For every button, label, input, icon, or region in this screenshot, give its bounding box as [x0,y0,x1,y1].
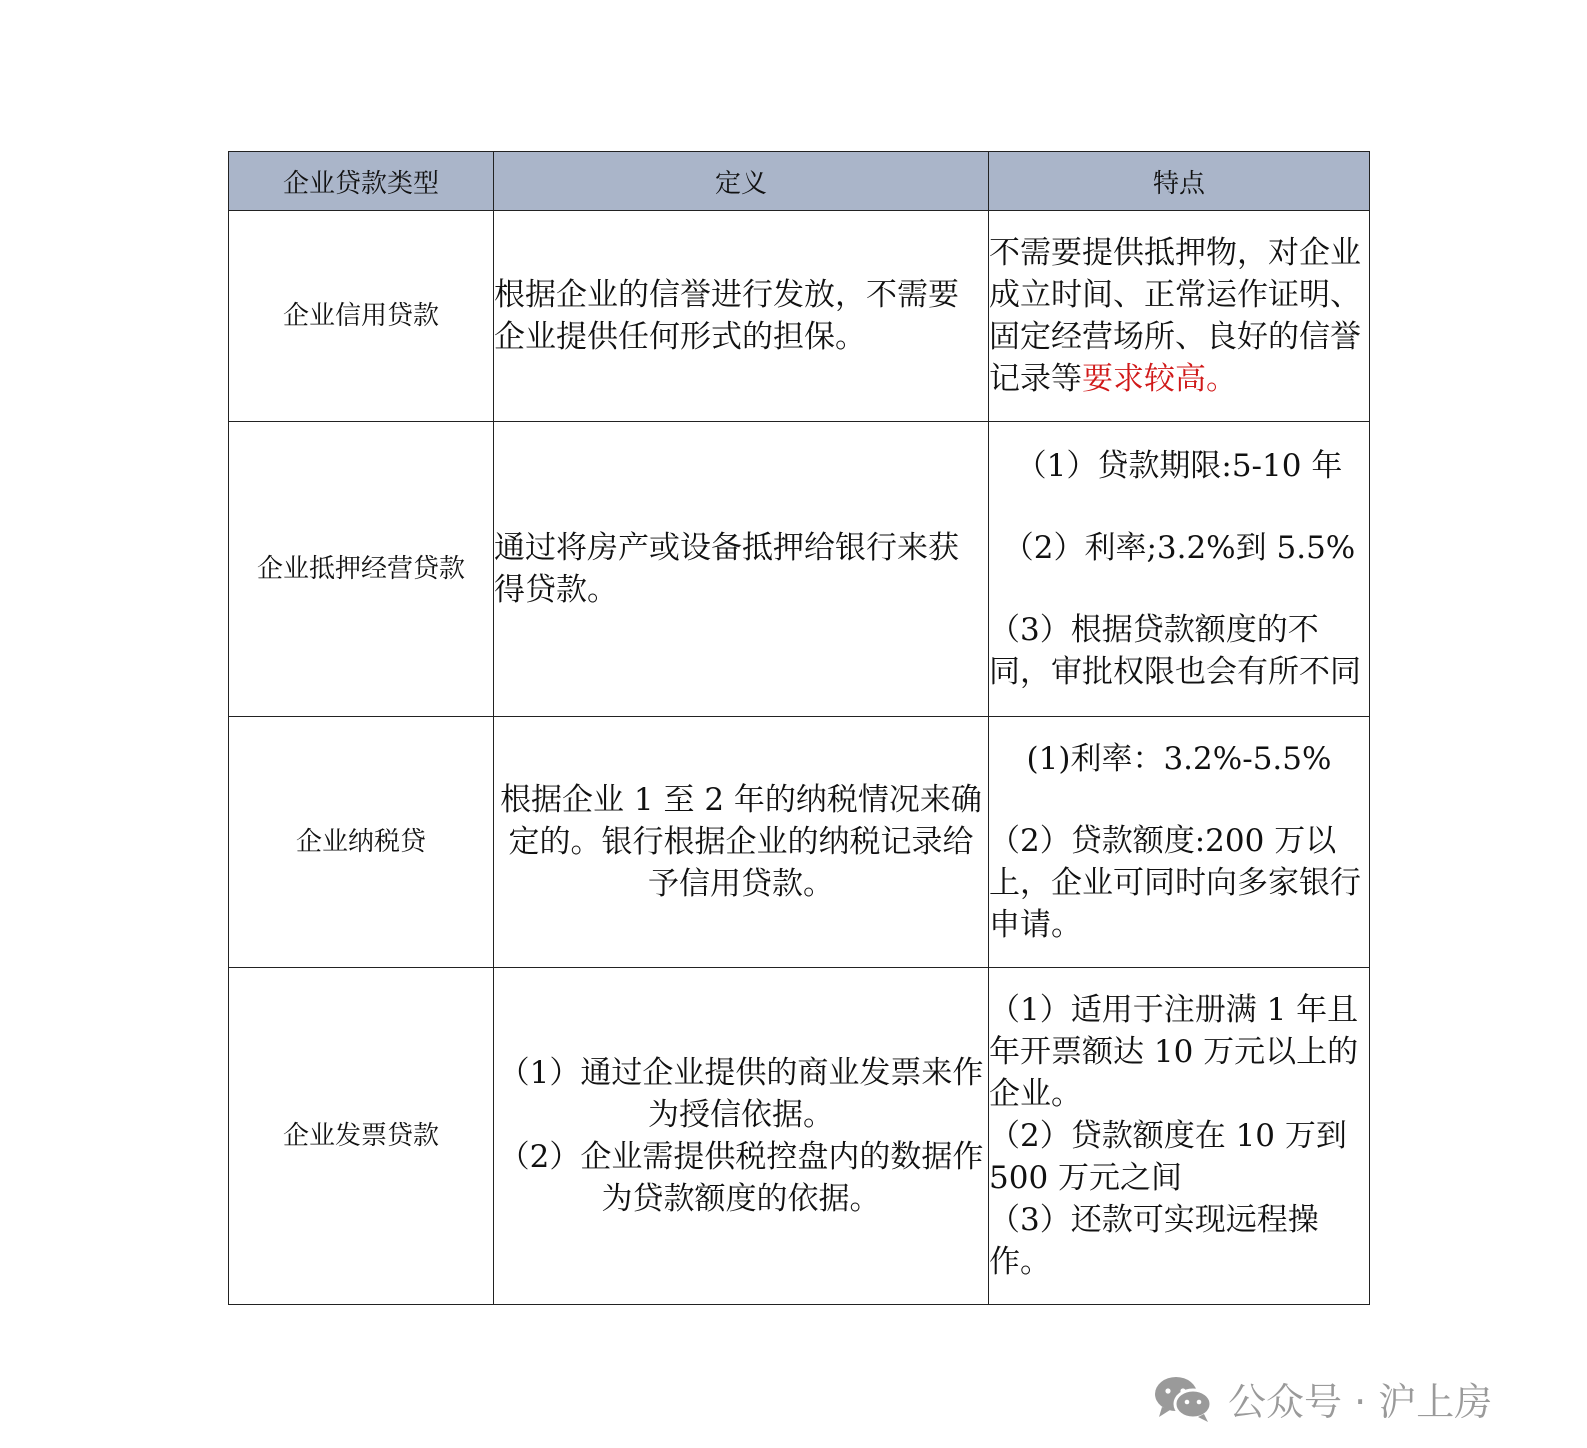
features-cell [989,211,1370,422]
feature-item: （3）还款可实现远程操作。 [989,1202,1319,1280]
wechat-icon [1152,1373,1214,1423]
feature-item: (1)利率：3.2%-5.5% [1026,741,1332,777]
features-cell [989,422,1370,717]
definition-text: 根据企业 1 至 2 年的纳税情况来确定的。银行根据企业的纳税记录给予信用贷款。 [500,782,982,902]
features-cell [989,717,1370,968]
watermark [1152,1370,1542,1426]
feature-item: （3）根据贷款额度的不同，审批权限也会有所不同 [989,612,1361,690]
definition-cell [494,717,989,968]
header-features: 特点 [989,152,1370,211]
table-row [229,211,1370,422]
table-row [229,717,1370,968]
definition-cell [494,422,989,717]
definition-text: （1）通过企业提供的商业发票来作为授信依据。 [498,1055,984,1133]
features-cell [989,968,1370,1305]
definition-cell [494,968,989,1305]
loan-type-cell: 企业发票贷款 [229,968,494,1305]
loan-types-table [228,151,1370,1305]
features-text: 不需要提供抵押物，对企业成立时间、正常运作证明、固定经营场所、良好的信誉记录等 [989,235,1361,397]
feature-item: （2）利率;3.2%到 5.5% [1002,530,1356,566]
table-header-row [229,152,1370,211]
features-highlight: 要求较高。 [1082,361,1237,397]
feature-item: （2）贷款额度在 10 万到 500 万元之间 [989,1118,1347,1196]
loan-type-cell: 企业抵押经营贷款 [229,422,494,717]
header-definition: 定义 [494,152,989,211]
table-row [229,968,1370,1305]
feature-item: （1）适用于注册满 1 年且年开票额达 10 万元以上的企业。 [989,992,1359,1112]
definition-text: （2）企业需提供税控盘内的数据作为贷款额度的依据。 [498,1139,984,1217]
definition-cell [494,211,989,422]
loan-type-cell: 企业纳税贷 [229,717,494,968]
definition-text: 通过将房产或设备抵押给银行来获得贷款。 [494,530,959,608]
feature-item: （2）贷款额度:200 万以上，企业可同时向多家银行申请。 [989,823,1361,943]
header-type: 企业贷款类型 [229,152,494,211]
table-row [229,422,1370,717]
feature-item: （1）贷款期限:5-10 年 [1015,448,1343,484]
loan-type-cell: 企业信用贷款 [229,211,494,422]
watermark-text: 公众号 · 沪上房 [1228,1379,1493,1424]
definition-text: 根据企业的信誉进行发放，不需要企业提供任何形式的担保。 [494,277,959,355]
